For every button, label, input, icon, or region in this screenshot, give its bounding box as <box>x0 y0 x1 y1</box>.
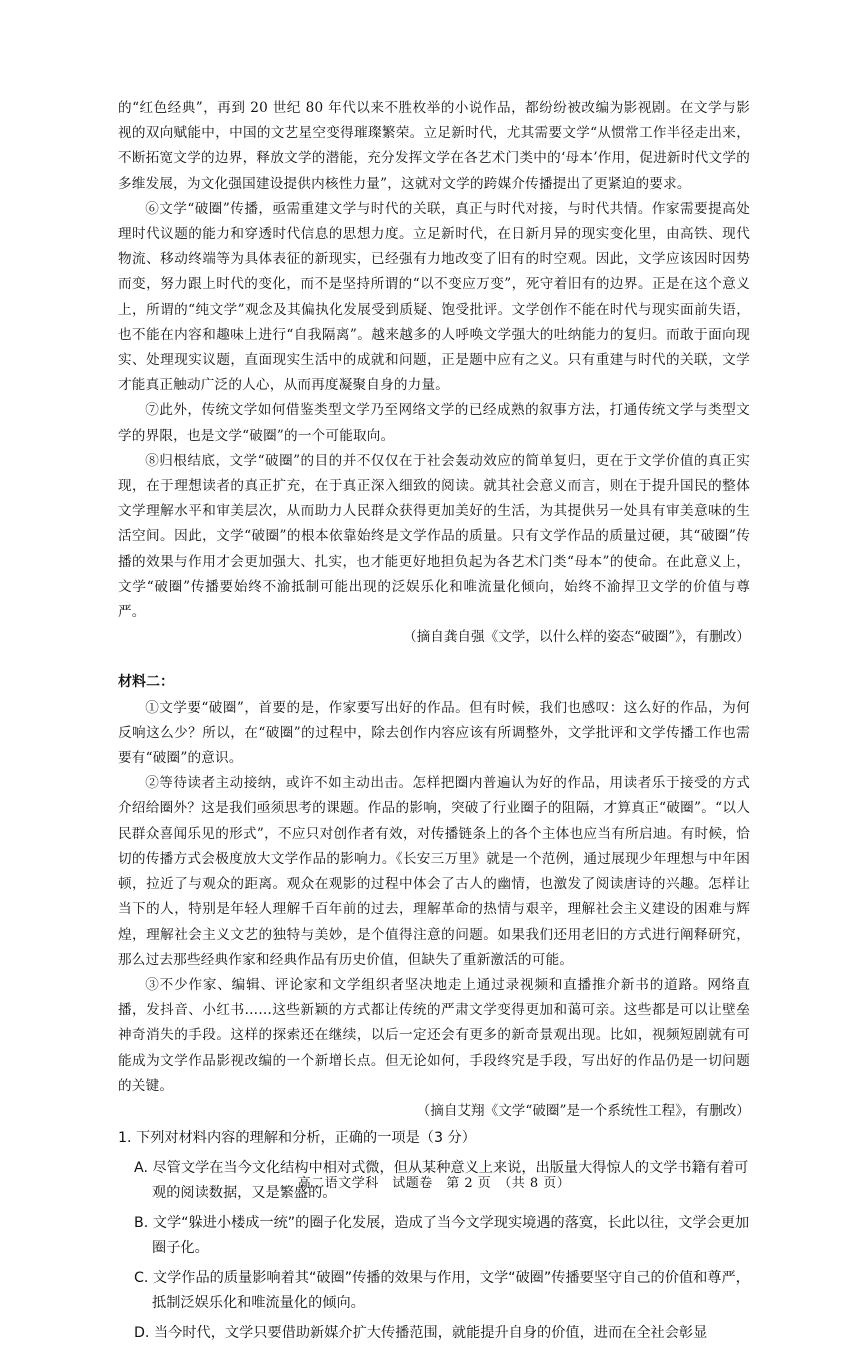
paragraph-6: ⑥文学“破圈”传播，亟需重建文学与时代的关联，真正与时代对接，与时代共情。作家需要提高处理时代议题的能力和穿透时代信息的思想力度。立足新时代，在日新月异的现实变化里，由高铁、现代物流、移动终端等为具体表征的新现实，已经强有力地改变了旧有的时空观。因此，文学应该因时因势而变，努力跟上时代的变化，而不是坚持所谓的“以不变应万变”，死守着旧有的边界。正是在这个意义上，所谓的“纯文学”观念及其偏执化发展受到质疑、饱受批评。文学创作不能在时代与现实面前失语，也不能在内容和趣味上进行“自我隔离”。越来越多的人呼唤文学强大的吐纳能力的复归。而敢于面向现实、处理现实议题，直面现实生活中的成就和问题，正是题中应有之义。只有重建与时代的关联，文学才能真正触动广泛的人心，从而再度凝聚自身的力量。 <box>118 200 750 394</box>
option-c: C. 文学作品的质量影响着其“破圈”传播的效果与作用，文学“破圈”传播要坚守自己的价值和尊严，抵制泛娱乐化和唯流量化的倾向。 <box>134 1269 750 1312</box>
paragraph-8: ⑧归根结底，文学“破圈”的目的并不仅仅在于社会轰动效应的简单复归，更在于文学价值的真正实现，在于理想读者的真正扩充，在于真正深入细致的阅读。就其社会意义而言，则在于提升国民的整体文学理解水平和审美层次，从而助力人民群众获得更加美好的生活，为其提供另一处具有审美意味的生活空间。因此，文学“破圈”的根本依靠始终是文学作品的质量。只有文学作品的质量过硬，其“破圈”传播的效果与作用才会更加强大、扎实，也才能更好地担负起为各艺术门类“母本”的使命。在此意义上，文学“破圈”传播要始终不渝抵制可能出现的泛娱乐化和唯流量化倾向，始终不渝捍卫文学的价值与尊严。 <box>118 452 750 621</box>
material-one-source: （摘自龚自强《文学，以什么样的姿态“破圈”》，有删改） <box>403 629 750 646</box>
paragraph-continued: 的“红色经典”，再到 20 世纪 80 年代以来不胜枚举的小说作品，都纷纷被改编为影视剧。在文学与影视的双向赋能中，中国的文艺星空变得璀璨繁荣。立足新时代，尤其需要文学“从惯常工作半径走出来，不断拓宽文学的边界，释放文学的潜能，充分发挥文学在各艺术门类中的‘母本’作用，促进新时代文学的多维发展，为文化强国建设提供内核性力量”，这就对文学的跨媒介传播提出了更紧迫的要求。 <box>118 100 750 192</box>
option-d: D. 当今时代，文学只要借助新媒介扩大传播范围，就能提升自身的价值，进而在全社会彰显 <box>134 1324 708 1341</box>
option-b: B. 文学“躲进小楼成一统”的圈子化发展，造成了当今文学现实境遇的落寞，长此以往，文学会更加圈子化。 <box>134 1214 750 1257</box>
material-two-paragraph-2: ②等待读者主动接纳，或许不如主动出击。怎样把圈内普遍认为好的作品，用读者乐于接受的方式介绍给圈外？这是我们亟须思考的课题。作品的影响，突破了行业圈子的阻隔，才算真正“破圈”。“以人民群众喜闻乐见的形式”，不应只对创作者有效，对传播链条上的各个主体也应当有所启迪。有时候，恰切的传播方式会极度放大文学作品的影响力。《长安三万里》就是一个范例，通过展现少年理想与中年困顿，拉近了与观众的距离。观众在观影的过程中体会了古人的幽情，也激发了阅读唐诗的兴趣。怎样让当下的人，特别是年轻人理解千百年前的过去，理解革命的热情与艰辛，理解社会主义建设的困难与辉煌，理解社会主义文艺的独特与美妙，是个值得注意的问题。如果我们还用老旧的方式进行阐释研究，那么过去那些经典作家和经典作品有历史价值，但缺失了重新激活的可能。 <box>118 775 750 968</box>
material-two-source: （摘自艾翔《文学“破圈”是一个系统性工程》，有删改） <box>416 1102 750 1119</box>
material-one-continued <box>118 96 750 650</box>
question-1 <box>118 1126 750 1346</box>
option-a: A. 尽管文学在当今文化结构中相对式微，但从某种意义上来说，出版量大得惊人的文学书籍有着可观的阅读数据，又是繁盛的。 <box>134 1159 749 1202</box>
material-two <box>118 670 750 1124</box>
page-content <box>118 96 750 1346</box>
material-two-heading: 材料二： <box>118 674 174 691</box>
paragraph-7: ⑦此外，传统文学如何借鉴类型文学乃至网络文学的已经成熟的叙事方法，打通传统文学与类型文学的界限，也是文学“破圈”的一个可能取向。 <box>118 402 750 444</box>
material-two-paragraph-1: ①文学要“破圈”，首要的是，作家要写出好的作品。但有时候，我们也感叹：这么好的作品，为何反响这么少？所以，在“破圈”的过程中，除去创作内容应该有所调整外，文学批评和文学传播工作也需要有“破圈”的意识。 <box>118 699 750 767</box>
page-footer: 高二语文学科 试题卷 第 2 页 （共 8 页） <box>297 1176 571 1191</box>
material-two-paragraph-3: ③不少作家、编辑、评论家和文学组织者坚决地走上通过录视频和直播推介新书的道路。网络直播，发抖音、小红书……这些新颖的方式都让传统的严肃文学变得更加和蔼可亲。这些都是可以让壁垒神奇消失的手段。这样的探索还在继续，以后一定还会有更多的新奇景观出现。比如，视频短剧就有可能成为文学作品影视改编的一个新增长点。但无论如何，手段终究是手段，写出好的作品仍是一切问题的关键。 <box>118 976 750 1094</box>
question-1-stem: 1. 下列对材料内容的理解和分析，正确的一项是（3 分） <box>118 1130 476 1147</box>
